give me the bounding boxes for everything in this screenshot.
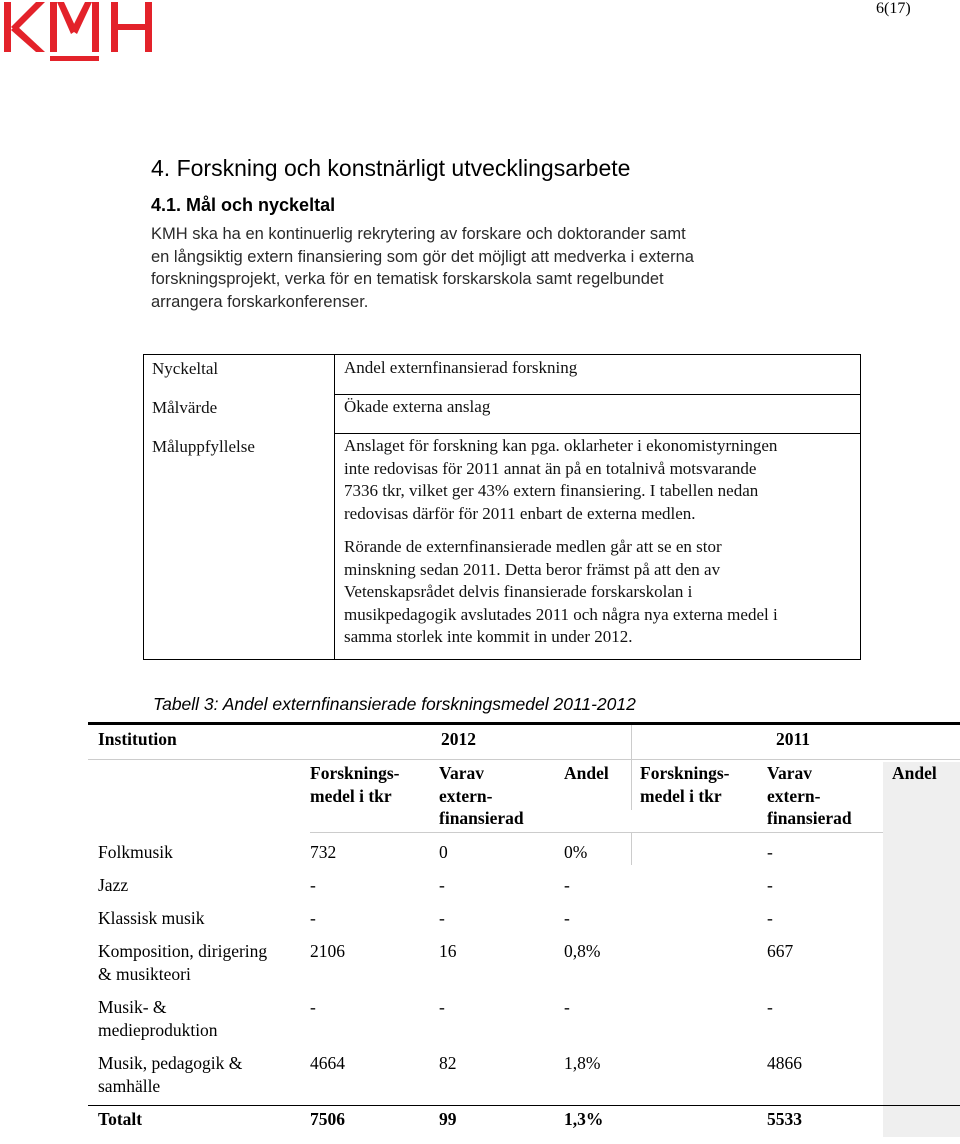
- row-divider: [631, 833, 632, 865]
- row-varav-2012: -: [439, 997, 445, 1017]
- row-institution-line: Musik, pedagogik &: [98, 1053, 243, 1073]
- total-andel-2012: 1,3%: [564, 1109, 604, 1129]
- page-number: 6(17): [876, 0, 911, 17]
- kpi-line: Anslaget för forskning kan pga. oklarheter i ekonomistyrningen: [344, 436, 778, 455]
- kpi-malvarde-value: Ökade externa anslag: [344, 397, 491, 416]
- col-varav-line: finansierad: [767, 808, 852, 828]
- kmh-logo: [4, 0, 156, 62]
- col-forsk-line: Forsknings-: [310, 763, 400, 783]
- row-institution: Folkmusik: [98, 842, 173, 862]
- intro-line: en långsiktig extern finansiering som gör det möjligt att medverka i externa: [151, 247, 694, 266]
- kpi-nyckeltal-value: Andel externfinansierad forskning: [344, 358, 578, 377]
- row-forsk-2012: 732: [310, 842, 337, 862]
- col-forsk-line: medel i tkr: [310, 785, 392, 806]
- intro-paragraph: [151, 223, 811, 313]
- col-varav-line: Varav: [767, 763, 813, 783]
- col-varav-line: extern-: [439, 785, 493, 806]
- row-andel-2012: -: [564, 908, 570, 928]
- total-varav-2011: 5533: [767, 1109, 802, 1129]
- kpi-paragraph: [344, 435, 854, 525]
- row-institution-line: Musik- &: [98, 997, 167, 1017]
- row-varav-2011: -: [767, 997, 773, 1017]
- kpi-divider: [334, 355, 335, 659]
- col-forsk-line: medel i tkr: [640, 785, 722, 806]
- col-forsk-2012: [310, 762, 399, 807]
- row-varav-2011: 667: [767, 941, 794, 961]
- row-varav-2012: -: [439, 875, 445, 895]
- row-andel-2012: 1,8%: [564, 1053, 601, 1073]
- row-varav-2012: -: [439, 908, 445, 928]
- kpi-divider: [334, 433, 860, 434]
- year-2012-header: 2012: [441, 729, 476, 749]
- institution-header: Institution: [98, 729, 177, 749]
- subsection-heading: 4.1. Mål och nyckeltal: [151, 195, 336, 215]
- col-varav-2011: [767, 762, 852, 830]
- kpi-line: samma storlek inte kommit in under 2012.: [344, 627, 633, 646]
- kpi-line: Vetenskapsrådet delvis finansierade forskarskolan i: [344, 582, 693, 601]
- row-institution-line: & musikteori: [98, 963, 191, 984]
- total-varav-2012: 99: [439, 1109, 457, 1129]
- row-institution-line: medieproduktion: [98, 1019, 218, 1040]
- row-institution-line: Komposition, dirigering: [98, 941, 268, 961]
- col-andel-2011: Andel: [892, 763, 937, 783]
- kpi-label-malvarde: Målvärde: [152, 398, 218, 417]
- header-bottom-rule: [310, 832, 960, 833]
- row-institution: [98, 996, 218, 1041]
- row-forsk-2012: -: [310, 908, 316, 928]
- col-varav-line: extern-: [767, 785, 821, 806]
- row-varav-2012: 16: [439, 941, 457, 961]
- row-forsk-2012: 4664: [310, 1053, 345, 1073]
- andel-2011-column-shade: [883, 762, 960, 1137]
- col-varav-line: finansierad: [439, 808, 524, 828]
- kpi-label-nyckeltal: Nyckeltal: [152, 359, 219, 378]
- row-institution: [98, 940, 267, 985]
- kpi-divider: [334, 394, 860, 395]
- intro-line: arrangera forskarkonferenser.: [151, 292, 369, 311]
- col-varav-line: Varav: [439, 763, 485, 783]
- kpi-paragraph: [344, 536, 854, 649]
- total-label: Totalt: [98, 1109, 143, 1129]
- row-forsk-2012: -: [310, 997, 316, 1017]
- kpi-line: Rörande de externfinansierade medlen går att se en stor: [344, 537, 722, 556]
- row-varav-2012: 82: [439, 1053, 457, 1073]
- header-rule: [88, 759, 960, 760]
- row-varav-2012: 0: [439, 842, 448, 862]
- row-varav-2011: -: [767, 875, 773, 895]
- kpi-label-maluppfyllelse: Måluppfyllelse: [152, 437, 255, 456]
- year-divider: [631, 725, 632, 810]
- row-institution: Jazz: [98, 875, 129, 895]
- col-varav-2012: [439, 762, 524, 830]
- intro-line: forskningsprojekt, verka för en tematisk forskarskola samt regelbundet: [151, 270, 664, 288]
- kpi-line: 7336 tkr, vilket ger 43% extern finansiering. I tabellen nedan: [344, 481, 759, 500]
- row-andel-2012: -: [564, 997, 570, 1017]
- row-institution: [98, 1052, 242, 1097]
- row-institution-line: samhälle: [98, 1075, 161, 1096]
- section-heading: 4. Forskning och konstnärligt utvecklingsarbete: [151, 155, 631, 181]
- col-forsk-line: Forsknings-: [640, 763, 730, 783]
- row-andel-2012: -: [564, 875, 570, 895]
- row-andel-2012: 0,8%: [564, 941, 601, 961]
- table-caption: Tabell 3: Andel externfinansierade forskningsmedel 2011-2012: [153, 694, 636, 714]
- row-varav-2011: -: [767, 842, 773, 862]
- kpi-line: inte redovisas för 2011 annat än på en totalnivå motsvarande: [344, 458, 757, 478]
- kpi-line: minskning sedan 2011. Detta beror främst på att den av: [344, 559, 721, 579]
- intro-line: KMH ska ha en kontinuerlig rekrytering av forskare och doktorander samt: [151, 225, 686, 243]
- funding-table: [88, 722, 960, 1144]
- row-varav-2011: 4866: [767, 1053, 802, 1073]
- table-top-rule: [88, 722, 960, 725]
- row-forsk-2012: -: [310, 875, 316, 895]
- kpi-table: [143, 354, 861, 660]
- row-andel-2012: 0%: [564, 842, 588, 862]
- row-varav-2011: -: [767, 908, 773, 928]
- year-2011-header: 2011: [776, 729, 811, 749]
- kpi-line: musikpedagogik avslutades 2011 och några nya externa medel i: [344, 604, 778, 624]
- row-forsk-2012: 2106: [310, 941, 345, 961]
- col-andel-2012: Andel: [564, 763, 609, 783]
- kpi-line: redovisas därför för 2011 enbart de externa medlen.: [344, 503, 696, 523]
- total-forsk-2012: 7506: [310, 1109, 345, 1129]
- total-rule: [88, 1105, 960, 1106]
- row-institution: Klassisk musik: [98, 908, 205, 928]
- col-forsk-2011: [640, 762, 729, 807]
